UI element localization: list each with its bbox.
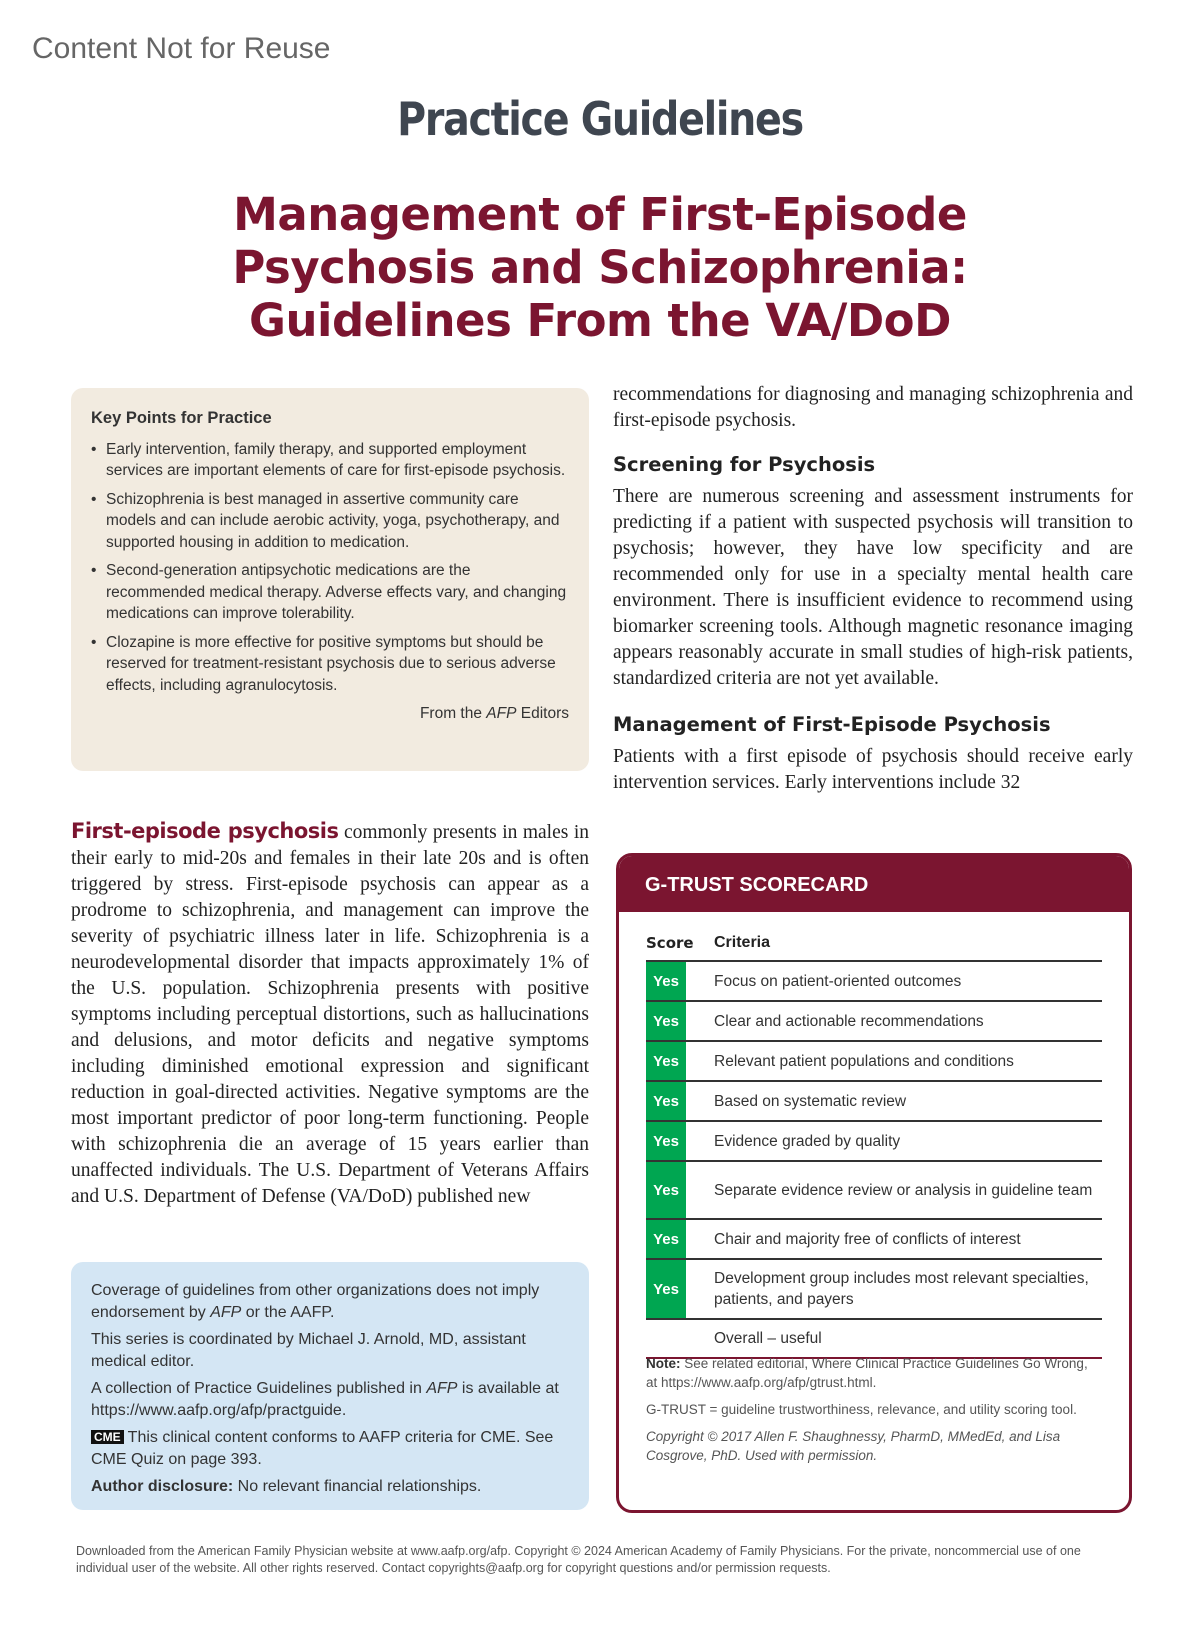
coverage-journal: AFP [210,1303,242,1321]
score-badge: Yes [646,1260,686,1318]
management-paragraph: Patients with a first episode of psychosis should receive early intervention services. Early interventions include 32 [613,746,1133,793]
scorecard-row [646,1220,1102,1260]
key-point-item: • Schizophrenia is best managed in assertive community care models and can include aerobic activity, yoga, psychotherapy, and supported housing in addition to medication. [91,489,569,554]
watermark: Content Not for Reuse [32,32,331,65]
scorecard-rows [646,962,1102,1320]
key-points-list [91,439,569,697]
scorecard-notes [646,1354,1102,1473]
scorecard-row [646,1082,1102,1122]
overall-rating: Overall – useful [714,1330,822,1347]
criteria-text: Clear and actionable recommendations [714,1012,984,1030]
coverage-collection [91,1378,569,1421]
attribution-suffix: Editors [516,705,569,722]
right-column-text [613,382,1133,796]
cme-icon: CME [91,1430,124,1444]
criteria-text: Based on systematic review [714,1092,907,1110]
page-footer: Downloaded from the American Family Physician website at www.aafp.org/afp. Copyright © 2024 American Academy of Family Physicians. For the private, noncommercial use of one individual user of the website. All other rights reserved. Contact copyrights@aafp.org for copyright questions and/or permission requests. [76,1544,1081,1575]
management-heading: Management of First-Episode Psychosis [613,713,1051,736]
scorecard-row [646,1162,1102,1220]
coverage-box [71,1262,589,1510]
body-paragraph-text: commonly presents in males in their early to mid-20s and females in their late 20s and is often triggered by stress. First-episode psychosis can appear as a prodrome to schizophrenia, and management can improve the severity of psychiatric illness later in life. Schizophrenia is a neurodevelopmental disorder that impacts approximately 1% of the U.S. population. Schizophrenia presents with positive symptoms including perceptual distortions, such as hallucinations and delusions, and motor deficits and negative symptoms including diminished emotional expression and significant reduction in goal-directed activities. Negative symptoms are the most important predictor of poor long-term functioning. People with schizophrenia die an average of 15 years earlier than unaffected individuals. The U.S. Department of Veterans Affairs and U.S. Department of Defense (VA/DoD) published new [71,822,589,1207]
lead-in: First-episode psychosis [71,819,339,843]
author-disclosure [91,1476,569,1498]
scorecard-row [646,1002,1102,1042]
body-paragraph [71,818,589,1210]
intro-paragraph: recommendations for diagnosing and managing schizophrenia and first-episode psychosis. [613,384,1133,431]
title-line: Management of First-Episode [233,188,967,241]
attribution-journal: AFP [486,705,517,722]
score-badge: Yes [646,1162,686,1218]
coverage-text: or the AAFP. [241,1303,335,1321]
key-points-attribution [91,703,569,725]
criteria-column-header: Criteria [714,934,771,951]
title-line: Psychosis and Schizophrenia: [232,241,968,294]
gtrust-definition: G-TRUST = guideline trustworthiness, relevance, and utility scoring tool. [646,1402,1077,1417]
screening-heading: Screening for Psychosis [613,453,876,476]
scorecard-row [646,1122,1102,1162]
criteria-text: Development group includes most relevant specialties, patients, and payers [714,1270,1089,1308]
score-badge: Yes [646,1042,686,1080]
criteria-text: Chair and majority free of conflicts of interest [714,1230,1021,1248]
gtrust-scorecard [616,853,1132,1513]
cme-text: This clinical content conforms to AAFP criteria for CME. See CME Quiz on page 393. [91,1429,554,1468]
body-text [71,818,589,1210]
scorecard-copyright: Copyright © 2017 Allen F. Shaughnessy, PharmD, MMedEd, and Lisa Cosgrove, PhD. Used with permission. [646,1429,1061,1463]
criteria-text: Separate evidence review or analysis in guideline team [714,1181,1093,1199]
scorecard-table-header [646,926,1102,962]
score-badge: Yes [646,1220,686,1258]
scorecard-table [646,926,1102,1359]
criteria-text: Evidence graded by quality [714,1132,901,1150]
key-point-item: • Early intervention, family therapy, and supported employment services are important elements of care for first-episode psychosis. [91,439,569,482]
coverage-text: A collection of Practice Guidelines published in [91,1380,427,1397]
criteria-text: Relevant patient populations and conditions [714,1052,1014,1070]
score-badge: Yes [646,1082,686,1120]
coverage-text: is available at https://www.aafp.org/afp/practguide. [91,1380,559,1419]
criteria-text: Focus on patient-oriented outcomes [714,972,962,990]
coverage-disclaimer [91,1280,569,1323]
scorecard-note [646,1354,1102,1392]
score-badge: Yes [646,1002,686,1040]
disclosure-text: No relevant financial relationships. [233,1478,482,1495]
coverage-coordinator: This series is coordinated by Michael J. Arnold, MD, assistant medical editor. [91,1331,526,1370]
score-column-header: Score [646,934,694,952]
article-title [0,188,1200,347]
coverage-text: Coverage of guidelines from other organizations does not imply endorsement by [91,1282,540,1321]
key-point-item: • Clozapine is more effective for positive symptoms but should be reserved for treatment-resistant psychosis due to serious adverse effects, including agranulocytosis. [91,632,569,697]
key-points-box [71,388,589,771]
scorecard-row [646,962,1102,1002]
note-label: Note: [646,1356,681,1371]
note-text: See related editorial, Where Clinical Practice Guidelines Go Wrong, at https://www.aafp.org/afp/gtrust.html. [646,1356,1088,1390]
scorecard-header: G-TRUST SCORECARD [619,856,1129,912]
coverage-cme [91,1427,569,1470]
attribution-prefix: From the [419,705,487,722]
scorecard-row [646,1042,1102,1082]
score-badge: Yes [646,1122,686,1160]
scorecard-row [646,1260,1102,1320]
title-line: Guidelines From the VA/DoD [249,294,951,347]
key-point-item: • Second-generation antipsychotic medications are the recommended medical therapy. Adverse effects vary, and changing medications can improve tolerability. [91,560,569,625]
section-heading: Practice Guidelines [397,92,803,146]
screening-paragraph: There are numerous screening and assessment instruments for predicting if a patient with suspected psychosis will transition to psychosis; however, they have low specificity and are recommended only for use in a specialty mental health care environment. There is insufficient evidence to recommend using biomarker screening tools. Although magnetic resonance imaging appears reasonably accurate in small studies of high-risk patients, standardized criteria are not yet available. [613,486,1133,689]
disclosure-label: Author disclosure: [91,1478,234,1495]
coverage-journal: AFP [426,1380,458,1397]
key-points-heading: Key Points for Practice [91,409,272,427]
score-badge: Yes [646,962,686,1000]
